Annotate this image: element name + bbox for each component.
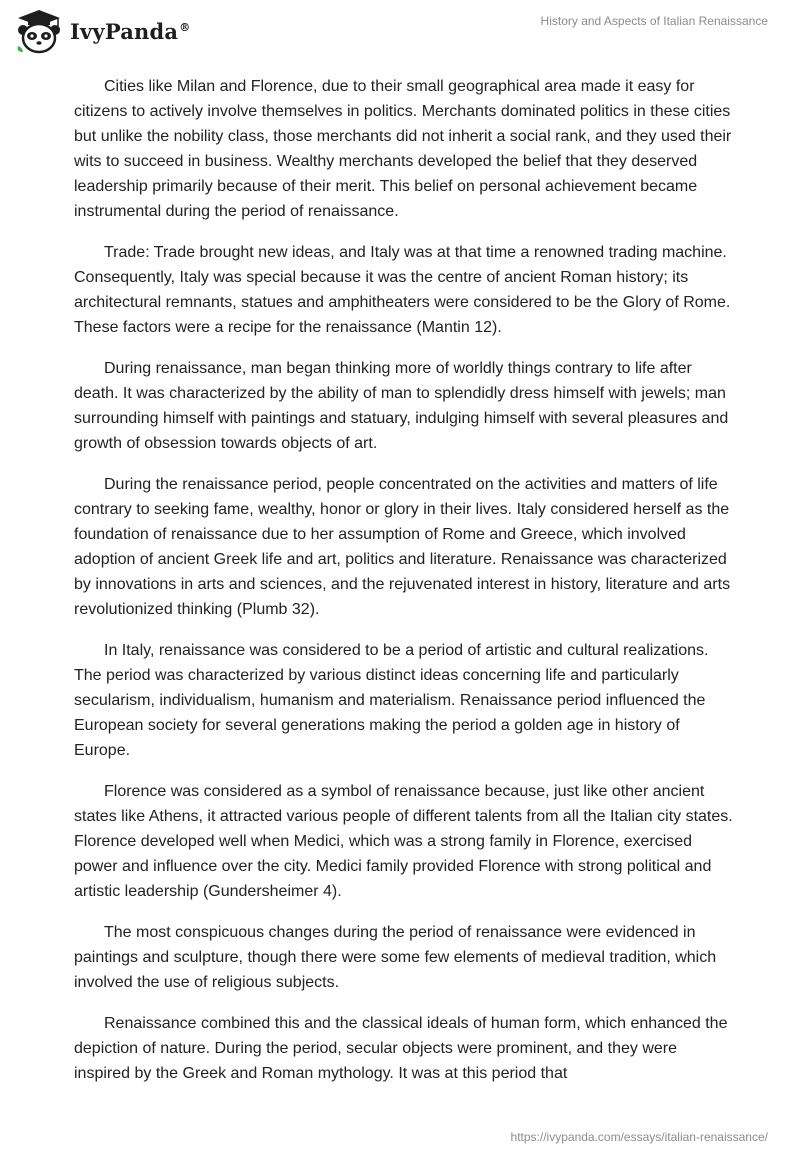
paragraph: During the renaissance period, people concentrated on the activities and matters of life contrary to seeking fame, wealthy, honor or glory in their lives. Italy considered herself as the foundation of renaissance due to her assumption of Rome and Greece, which involved adoption of ancient Greek life and art, politics and literature. Renaissance was characterized by innovations in arts and sciences, and the rejuvenated interest in history, literature and arts revolutionized thinking (Plumb 32). bbox=[74, 476, 731, 618]
panda-graduate-icon bbox=[14, 8, 64, 54]
paragraph: Trade: Trade brought new ideas, and Italy was at that time a renowned trading machine. Consequently, Italy was special because it was the centre of ancient Roman history; its architectural remnants, statues and amphitheaters were considered to be the Glory of Rome. These factors were a recipe for the renaissance (Mantin 12). bbox=[74, 244, 731, 336]
ivypanda-logo[interactable] bbox=[14, 8, 190, 54]
paragraph: The most conspicuous changes during the period of renaissance were evidenced in paintings and sculpture, though there were some few elements of medieval tradition, which involved the use of religious subjects. bbox=[74, 924, 717, 991]
paragraph: Florence was considered as a symbol of renaissance because, just like other ancient states like Athens, it attracted various people of different talents from all the Italian city states. Florence developed well when Medici, which was a strong family in Florence, exercised power and influence over the city. Medici family provided Florence with strong political and artistic leadership (Gundersheimer 4). bbox=[74, 783, 733, 900]
paragraph: During renaissance, man began thinking more of worldly things contrary to life after death. It was characterized by the ability of man to splendidly dress himself with jewels; man surrounding himself with paintings and statuary, indulging himself with several pleasures and growth of obsession towards objects of art. bbox=[74, 360, 729, 452]
essay-body bbox=[74, 74, 734, 1102]
paragraph: Renaissance combined this and the classical ideals of human form, which enhanced the depiction of nature. During the period, secular objects were prominent, and they were inspired by the Greek and Roman mythology. It was at this period that bbox=[74, 1015, 728, 1082]
brand-name: IvyPanda® bbox=[70, 18, 191, 44]
page-header bbox=[0, 0, 800, 60]
document-title: History and Aspects of Italian Renaissance bbox=[540, 14, 768, 28]
paragraph: In Italy, renaissance was considered to be a period of artistic and cultural realizations. The period was characterized by various distinct ideas concerning life and particularly secularism, individualism, humanism and materialism. Renaissance period influenced the European society for several generations making the period a golden age in history of Europe. bbox=[74, 642, 709, 759]
paragraph: Cities like Milan and Florence, due to their small geographical area made it easy for citizens to actively involve themselves in politics. Merchants dominated politics in these cities but unlike the nobility class, those merchants did not inherit a social rank, and they used their wits to succeed in business. Wealthy merchants developed the belief that they deserved leadership primarily because of their merit. This belief on personal achievement became instrumental during the period of renaissance. bbox=[74, 78, 732, 220]
source-url-link[interactable]: https://ivypanda.com/essays/italian-renaissance/ bbox=[510, 1130, 768, 1144]
